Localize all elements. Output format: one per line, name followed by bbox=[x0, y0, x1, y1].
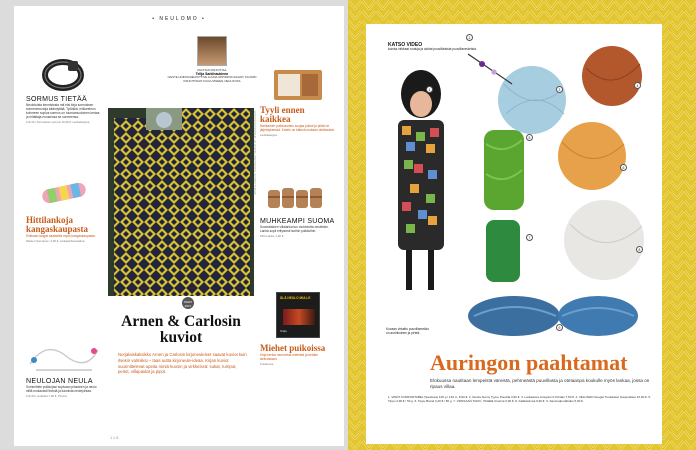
needles-image bbox=[26, 334, 102, 374]
yarn-article bbox=[26, 216, 102, 243]
photo-caption: Kuvaan virkattu puuvillamekko on aurinkoinen ja pirteä. bbox=[386, 327, 430, 335]
needles-heading: NEULOJAN NEULA bbox=[26, 378, 93, 385]
item-number: 8 bbox=[636, 246, 643, 253]
white-content-card bbox=[366, 24, 662, 444]
item-number: 9 bbox=[556, 324, 563, 331]
needles-article bbox=[26, 378, 102, 398]
ring-image bbox=[40, 58, 86, 92]
author-name: Tellja Sarkihaukinen bbox=[195, 72, 229, 77]
yarn-skein-image bbox=[38, 178, 90, 208]
feature-title: Arnen & Carlosin kuviot bbox=[121, 313, 241, 346]
feature-badge: OMAT 2017 bbox=[181, 296, 195, 310]
spools-article bbox=[260, 218, 336, 238]
item-number: 5 bbox=[526, 134, 533, 141]
ring-article bbox=[26, 96, 102, 124]
yarn-credit: Weston Sunnanen, 6,90 €, Lankatarhamaailma. bbox=[26, 239, 86, 243]
case-article bbox=[260, 106, 336, 137]
item-number: 1 bbox=[426, 86, 433, 93]
yarn-heading: Hittilankoja kangaskaupasta bbox=[26, 215, 89, 234]
left-page bbox=[14, 6, 344, 446]
needles-credit: Knit Pro neulaSet 7,90 €, Prisma. bbox=[26, 394, 68, 398]
item-number: 6 bbox=[620, 164, 627, 171]
book-text: Kirja kertoo neulovista miehistä ja heidän tarinoistaan. bbox=[260, 353, 318, 361]
spools-credit: Pirtti Lanka, 4,90 €. bbox=[260, 234, 285, 238]
knitwear-photo bbox=[108, 108, 254, 296]
right-page bbox=[348, 0, 696, 450]
author-caption: PALSTAN KIRJOITTAA bbox=[197, 68, 227, 72]
yarn-text: Kirkkaan langat saatavilla myös kangaskaupasta. bbox=[26, 234, 96, 238]
spools-text: Suomalainen villalanka tuo muhkeutta neuleisiin. Lanka sopii erityisesti isoihin puikkoihin. bbox=[260, 225, 329, 233]
section-label: • NEULOMO • bbox=[152, 16, 206, 22]
case-heading: Tyyli ennen kaikkea bbox=[260, 105, 305, 124]
video-text: kuinka virkkaat ruutuja ja aloitat puuvillaisista puuvillaneuleista. bbox=[388, 47, 477, 51]
video-title: KATSO VIDEO bbox=[388, 42, 423, 48]
case-text: Nahkainen puikkokotelo suojaa puikot ja pitää ne järjestyksessä. Kotelo on kätevä mukaan otettavaksi. bbox=[260, 124, 335, 132]
book-heading: Miehet puikoissa bbox=[260, 343, 326, 353]
yarn-collection-image bbox=[366, 24, 662, 354]
case-credit: Lankakauppa. bbox=[260, 133, 278, 137]
book-cover-author: Tekijä bbox=[280, 330, 287, 333]
author-bio: NAISTE HOIDONHELPOTTIVE LUONA OPPIKIRJA SAAVAT, KAUNIIN KIRJOITTAVAT KUULUVINEEN, NEULOVISA bbox=[167, 75, 257, 83]
book-credit: Kustannus. bbox=[260, 362, 274, 366]
yarn-spools-image bbox=[264, 184, 332, 212]
item-number: 3 bbox=[556, 86, 563, 93]
book-cover-title: ÄLÄ NEULO MULLE bbox=[280, 296, 311, 300]
book-cover bbox=[276, 292, 320, 338]
right-page-body: 1. VINDT KOMFORTABEL (Sandnes) 100 g / 140 m, 8,90 €. 2. Novita Sunny Tyyne Puuvilla 3,90 €. 3. Lankastore Amigurumi Tehdas 7,50 €. 4. VELLINEN Nougat Tuotekasvi Gaupolaiset 10,90 €. 5. Tippu 4,90 € / 50 g. 6. Tippu Brand 3,40 € / 50 g. 7. VIRKKAAN TAKKI, Ylhäällä Unelma 6,90 €. 8. Kalkkisiimeä 9,90 €. 9. Sammalpudahdus 5,00 €. bbox=[388, 395, 651, 403]
item-number: 4 bbox=[634, 82, 641, 89]
item-number: 2 bbox=[466, 34, 473, 41]
model-figure bbox=[398, 70, 444, 290]
page-number: 118 bbox=[110, 435, 120, 440]
ring-credit: Knit Pro Sormuksen sormus 16,90 €, Lankakauppa. bbox=[26, 120, 91, 124]
right-page-lead: Elokuussa nautitaan lempeistä väreistä, pehmeästä puuvillasta ja otetaanpa koukulle myös lankaa, jossa on ripaus villaa. bbox=[430, 378, 650, 389]
author-box bbox=[164, 36, 260, 83]
right-page-title: Auringon paahtamat bbox=[430, 350, 628, 375]
book-cover-art bbox=[283, 309, 315, 325]
item-number: 7 bbox=[526, 234, 533, 241]
feature-vertical-credit: ARNE & CARLOS: NORJALAISET NEULOTUT. MINERVA KUSTANNUS. bbox=[254, 110, 257, 195]
spools-heading: MUHKEAMPI SUOMA bbox=[260, 218, 335, 225]
book-article bbox=[260, 344, 336, 366]
needle-case-image bbox=[272, 66, 324, 102]
needles-text: Sommittele puikkojasi sopivaan pituuteen ja neulo niillä mukavasti tiivistä ja kaunista neulepintaa. bbox=[26, 385, 97, 393]
author-photo bbox=[197, 36, 227, 66]
ring-heading: SORMUS TIETÄÄ bbox=[26, 96, 87, 103]
ring-text: Neulotuista kennistosta mä etsi kirja sormuksen sormenmuotoja käännyttää. Työlikkä, mikkeeleun kohmeen sopiva sormus on tuumamuotoinen kertaa ja mitattaja muuseosa se sormeensa. bbox=[26, 103, 100, 119]
feature-lead: Norjalaiskaksikko Arnen ja Carlosin kirjoneuleiset saavat kuviot kuin itsekin valmiiksi – taas uutta kirjoneule-ideaa. Kirjan kuviot suunnittelevat upeita nimiä kuosin ja virkkeissä: sukat, tumput, peitot, villapaidat ja pipot. bbox=[118, 352, 247, 375]
